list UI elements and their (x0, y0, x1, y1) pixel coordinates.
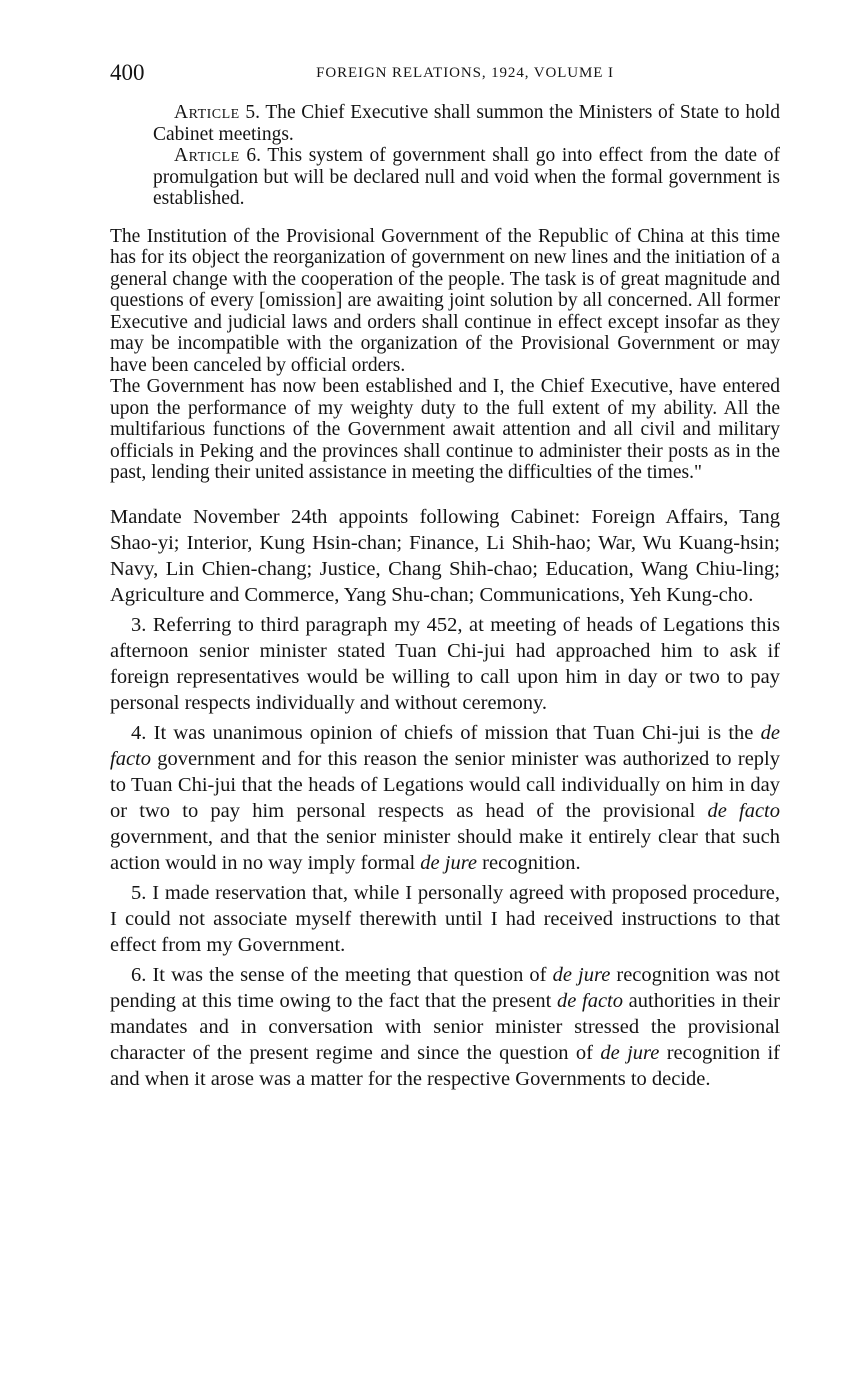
article-6: Article 6. This system of government shall go into effect from the date of promulgation but will be declared null and void when the formal government is established. (153, 145, 780, 209)
running-title: FOREIGN RELATIONS, 1924, VOLUME I (316, 65, 614, 81)
page-number: 400 (110, 60, 145, 85)
proclamation-paragraph: The Government has now been established and I, the Chief Executive, have entered upon the performance of my weighty duty to the full extent of my ability. All the multifarious functions of the Government await attention and all civil and military officials in Peking and the provinces shall continue to administer their posts as in the past, lending their united assistance in meeting the difficulties of the times." (110, 376, 780, 483)
paragraph-3: 3. Referring to third paragraph my 452, at meeting of heads of Legations this afternoon senior minister stated Tuan Chi-jui had approached him to ask if foreign representatives would be willing to call upon him in day or two to pay personal respects individually and without ceremony. (110, 613, 780, 714)
article-label: Article (174, 145, 240, 166)
page-header (110, 60, 780, 92)
paragraph-5: 5. I made reservation that, while I personally agreed with proposed procedure, I could not associate myself therewith until I had received instructions to that effect from my Government. (110, 881, 780, 956)
paragraph-4: 4. It was unanimous opinion of chiefs of mission that Tuan Chi-jui is the de facto government and for this reason the senior minister was authorized to reply to Tuan Chi-jui that the heads of Legations would call individually on him in day or two to pay him personal respects as head of the provisional de facto government, and that the senior minister should make it entirely clear that such action would in no way imply formal de jure recognition. (110, 721, 780, 874)
article-label: Article (174, 102, 240, 123)
document-page (110, 60, 780, 1096)
paragraph-6: 6. It was the sense of the meeting that question of de jure recognition was not pending at this time owing to the fact that the present de facto authorities in their mandates and in conversation with senior minister stressed the provisional character of the present regime and since the question of de jure recognition if and when it arose was a matter for the respective Governments to decide. (110, 963, 780, 1090)
article-5: Article 5. The Chief Executive shall summon the Ministers of State to hold Cabinet meetings. (153, 102, 780, 145)
telegram-text (110, 504, 780, 1092)
proclamation-paragraph: The Institution of the Provisional Government of the Republic of China at this time has for its object the reorganization of government on new lines and the initiation of a general change with the cooperation of the people. The task is of great magnitude and questions of every [omission] are awaiting joint solution by all concerned. All former Executive and judicial laws and orders shall continue in effect except insofar as they may be incompatible with the organization of the Provisional Government or may have been canceled by official orders. (110, 225, 780, 376)
mandate-paragraph: Mandate November 24th appoints following Cabinet: Foreign Affairs, Tang Shao-yi; Interior, Kung Hsin-chan; Finance, Li Shih-hao; War, Wu Kuang-hsin; Navy, Lin Chien-chang; Justice, Chang Shih-chao; Education, Wang Chiu-ling; Agriculture and Commerce, Yang Shu-chan; Communications, Yeh Kung-cho. (110, 505, 780, 606)
proclamation-text (110, 226, 780, 484)
articles-section (153, 102, 780, 210)
